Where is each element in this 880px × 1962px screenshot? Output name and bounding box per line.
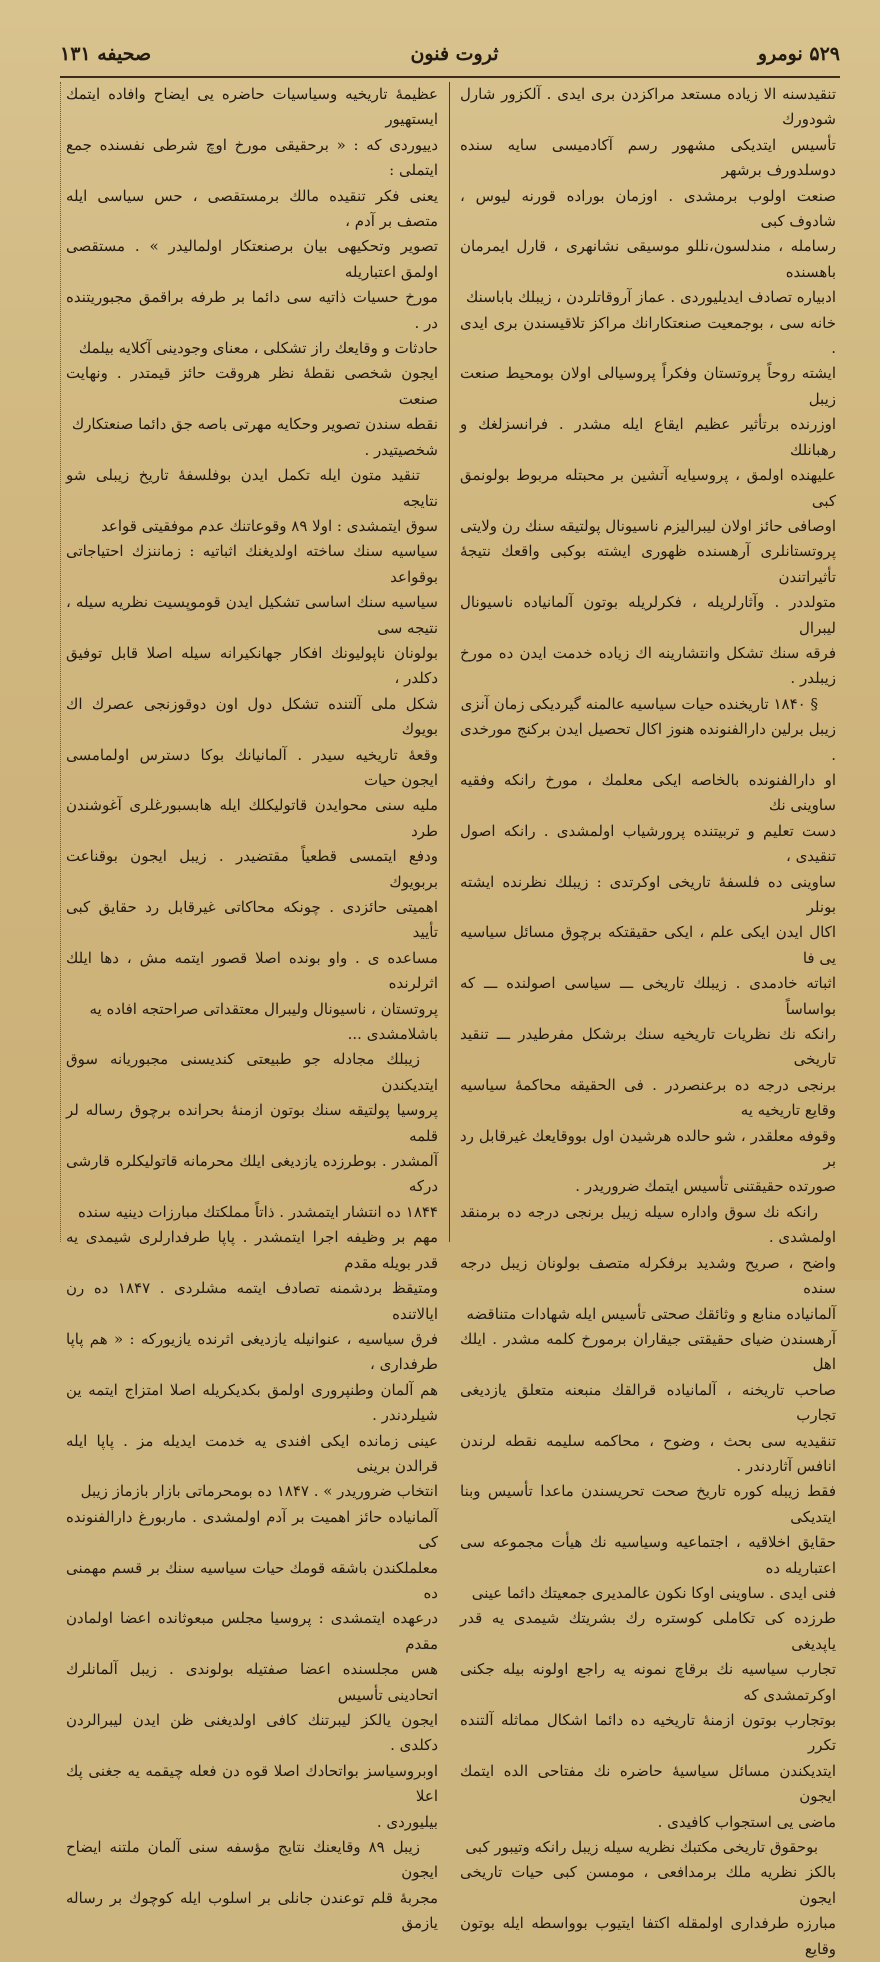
journal-title: ثروت فنون bbox=[410, 43, 499, 65]
text-line: برنجی درجه ده برعنصردر . فی الحقیقه محاکمهٔ سیاسیه وقایع تاریخیه یه bbox=[460, 1075, 836, 1120]
text-line: معلملکندن باشقه قومك حیات سیاسیه سنك بر قسم مهمنی ده bbox=[66, 1558, 438, 1602]
text-line: فرقه سنك تشکل وانتشارینه اك زیاده خدمت ایدن ده مورخ زیبلدر . bbox=[460, 643, 836, 688]
text-line: ملیه سنی محوایدن قاتولیکلك ایله هابسبورغلری آغوشندن طرد bbox=[66, 796, 438, 840]
text-line: صنعت اولوب برمشدی . اوزمان بوراده قورنه لیوس ، شادوف کبی bbox=[460, 186, 836, 231]
text-line: آرهسندن ضیای حقیقتی جیقاران برمورخ کلمه مشدر . ایلك اهل bbox=[460, 1329, 836, 1374]
text-line: سیاسیه سنك اساسی تشکیل ایدن قوموپسیت نظریه سیله ، نتیجه سی bbox=[66, 593, 438, 637]
left-column bbox=[66, 82, 438, 1933]
left-margin-rule bbox=[60, 82, 61, 1242]
text-line: § ۱۸۴۰ تاریخنده حیات سیاسیه عالمنه گیردیکی زمان آنزی bbox=[460, 694, 818, 713]
text-line: زیبل ۸۹ وقایعنك نتایج مؤسفه سنی آلمان ملتنه ایضاح ایجون bbox=[66, 1838, 438, 1882]
text-line: او دارالفنونده بالخاصه ایکی معلمك ، مورخ رانکه وفقیه ساوینی نك bbox=[460, 770, 836, 815]
text-line: هم آلمان وطنپروری اولمق بکدیکریله اصلا امتزاج ایتمه ین شیلردندر . bbox=[66, 1380, 438, 1425]
text-line: هس مجلسنده اعضا صفتیله بولوندی . زیبل آلمانلرك اتحادینی تأسیس bbox=[66, 1660, 438, 1704]
issue-number: ۵۲۹ نومرو bbox=[757, 43, 840, 65]
text-line: حقایق اخلاقیه ، اجتماعیه وسیاسیه نك هیأت مجموعه سی اعتباریله ده bbox=[460, 1533, 836, 1577]
text-line: شخصیتیدر . bbox=[364, 440, 438, 459]
text-line: متولددر . وآثارلریله ، فکرلریله بوتون آلمانیاده ناسیونال لیبرال bbox=[460, 593, 836, 637]
text-line: ومتیقظ بردشمنه تصادف ایتمه مشلردی . ۱۸۴۷ ده رن ایالاتنده bbox=[66, 1279, 438, 1323]
text-line: صورتده حقیقتنی تأسیس ایتمك ضروریدر . bbox=[575, 1177, 836, 1196]
text-line: طرزده کی تکاملی کوستره رك بشریتك شیمدی یه قدر یاپدیغی bbox=[460, 1609, 836, 1653]
header-rule bbox=[60, 76, 840, 78]
text-line: بیلیوردی . bbox=[376, 1812, 438, 1831]
text-line: تنقیدسنه الا زیاده مستعد مراکزدن بری ایدی . آلکزور شارل شودورك bbox=[460, 85, 836, 129]
text-line: وقوفه معلقدر ، شو حالده هرشیدن اول بووقایعك غیرقابل رد بر bbox=[460, 1126, 836, 1171]
page-header bbox=[60, 34, 840, 74]
text-line: ادبیاره تصادف ایدیلیوردی . عماز آروقاتلردن ، زیبلك باباسنك bbox=[466, 288, 836, 307]
text-line: بوحقوق تاریخی مکتبك نظریه سیله زیبل رانکه وتیبور کبی bbox=[465, 1838, 818, 1857]
text-line: فقط زیبله کوره تاریخ صحت تحریسندن ماعدا تأسیس وبنا ایتدیکی bbox=[460, 1482, 836, 1526]
text-line: ودفع ایتمسی قطعیاً مقتضیدر . زیبل ایجون بوقناعت بربویوك bbox=[66, 847, 438, 891]
text-line: رسامله ، مندلسون،نللو موسیقی نشانهری ، قارل ایمرمان باهسنده bbox=[460, 237, 836, 281]
text-line: واضح ، صریح وشدید برفکرله متصف بولونان زیبل درجه سنده bbox=[460, 1253, 836, 1298]
text-line: مهم بر وظیفه اجرا ایتمشدر . پاپا طرفدارلری شیمدی یه قدر بویله مقدم bbox=[66, 1228, 438, 1272]
text-line: تنقید متون ایله تکمل ایدن بوفلسفهٔ تاریخ زیبلی شو نتایجه bbox=[66, 466, 438, 510]
text-line: آلمانیاده حائز اهمیت بر آدم اولمشدی . ماربورغ دارالفنونده کی bbox=[66, 1507, 438, 1552]
text-line: اکال ایدن ایکی علم ، ایکی حقیقتکه برچوق مسائل سیاسیه یی فا bbox=[460, 923, 836, 967]
text-line: سوق ایتمشدی : اولا ۸۹ وقوعاتنك عدم موفقیتی قواعد bbox=[101, 516, 438, 535]
text-line: دییوردی که : « برحقیقی مورخ اوچ شرطی نفسنده جمع ایتملی : bbox=[66, 135, 438, 180]
text-line: ایشته روحاً پروتستان وفکراً پروسیالی اولان بومحیط صنعت زیبل bbox=[460, 364, 836, 408]
text-line: دست تعلیم و تربیتنده پرورشیاب اولمشدی . رانکه اصول تنقیدی ، bbox=[460, 821, 836, 866]
text-line: بوتجارب بوتون ازمنهٔ تاریخیه ده دائما اشکال مماثله آلتنده تکرر bbox=[460, 1711, 836, 1755]
text-line: انتخاب ضروریدر » . ۱۸۴۷ ده بومحرماتی بازار بازماز زیبل bbox=[80, 1482, 438, 1501]
text-line: ماضی یی استجواب کافیدی . bbox=[657, 1812, 836, 1831]
text-line: عظیمهٔ تاریخیه وسیاسیات حاضره یی ایضاح وافاده ایتمك ایستهیور bbox=[66, 85, 438, 129]
text-line: ایتدیکندن مسائل سیاسیهٔ حاضره نك مفتاحی الده ایتمك ایجون bbox=[460, 1761, 836, 1806]
text-line: تجارب سیاسیه نك برقاچ نمونه یه راجع اولونه بیله جکنی اوکرتمشدی که bbox=[460, 1660, 836, 1704]
text-line: اوصافی حائز اولان لیبرالیزم ناسیونال پولتیقه سنك رن ولایتی bbox=[460, 516, 836, 535]
text-line: تأسیس ایتدیکی مشهور رسم آکادمیسی سایه سنده دوسلدورف برشهر bbox=[460, 135, 836, 180]
text-line: درعهده ایتمشدی : پروسیا مجلس مبعوثانده اعضا اولمادن مقدم bbox=[66, 1609, 438, 1653]
text-line: خانه سی ، بوجمعیت صنعتکارانك مراکز تلاقیسندن بری ایدی . bbox=[460, 313, 836, 358]
text-line: تصویر وتحکیهی بیان برصنعتکار اولمالیدر » . مستقصی اولمق اعتباریله bbox=[66, 237, 438, 281]
column-divider bbox=[449, 82, 450, 1242]
text-line: فرق سیاسیه ، عنوانیله یازدیغی اثرنده یازیورکه : « هم پاپا طرفداری ، bbox=[66, 1329, 438, 1374]
text-line: باشلامشدی ... bbox=[347, 1025, 438, 1044]
text-line: فنی ایدی . ساوینی اوکا نکون عالمدیری جمعیتك دائما عینی bbox=[471, 1583, 836, 1602]
text-line: اثباته خادمدی . زیبلك تاریخی ـــ سیاسی اصولنده ـــ که بواساساً bbox=[460, 974, 836, 1018]
text-line: پروتستان ، ناسیونال ولیبرال معتقداتی صراحتجه افاده یه bbox=[89, 999, 438, 1018]
text-line: ۱۸۴۴ ده انتشار ایتمشدر . ذاتاً مملکتك مبارزات دینیه سنده bbox=[78, 1202, 438, 1221]
text-line: مبارزه طرفداری اولمقله اکتفا ایتیوب بوواسطه ایله بوتون وقایع bbox=[460, 1914, 836, 1958]
text-line: علیهنده اولمق ، پروسیایه آتشین بر محبتله مربوط بولونمق کبی bbox=[460, 466, 836, 510]
right-column bbox=[460, 82, 836, 1958]
text-line: زیبل برلین دارالفنونده هنوز اکال تحصیل ایدن برکنج مورخدی . bbox=[460, 720, 836, 764]
text-line: نقطه سندن تصویر وحکایه مهرتی باصه جق دائما صنعتکارك bbox=[71, 415, 438, 434]
text-line: سیاسیه سنك ساخته اولدیغنك اثباتیه : زماننزك احتیاجاتی بوقواعد bbox=[66, 542, 438, 586]
text-line: اوبروسیاسز بواتحادك اصلا قوه دن فعله چیقمه یه جغنی پك اعلا bbox=[66, 1761, 438, 1806]
text-line: پروتستانلری آرهسنده ظهوری ایشته بوکبی واقعك نتیجهٔ تأثیراتندن bbox=[460, 542, 836, 586]
text-line: ساوینی ده فلسفهٔ تاریخی اوکرتدی : زیبلك نظرنده ایشته بونلر bbox=[460, 872, 836, 916]
text-line: ایجون یالکز لیبرتنك کافی اولدیغنی ظن ایدن لیبرالردن دکلدی . bbox=[66, 1711, 438, 1755]
text-line: مساعده ی . واو بونده اصلا قصور ایتمه مش ، دها ایلك اثرلرنده bbox=[66, 948, 438, 993]
text-line: وقعهٔ تاریخیه سیدر . آلمانیانك بوکا دسترس اولمامسی ایجون حیات bbox=[66, 745, 438, 789]
text-line: اوزرنده برتأثیر عظیم ایقاع ایله مشدر . فرانسزلغك و رهبانلك bbox=[460, 415, 836, 459]
text-line: حادثات و وقایعك راز تشکلی ، معنای وجودینی آکلایه بیلمك bbox=[78, 339, 438, 358]
text-line: رانکه نك نظریات تاریخیه سنك برشکل مفرطیدر ـــ تنقید تاریخی bbox=[460, 1025, 836, 1069]
text-line: یعنی فکر تنقیده مالك برمستقصی ، حس سیاسی ایله متصف بر آدم ، bbox=[66, 186, 438, 231]
text-line: بولونان ناپولیونك افکار جهانکیرانه سیله اصلا قابل توفیق دکلدر ، bbox=[66, 643, 438, 688]
text-line: صاحب تاریخنه ، آلمانیاده قرالقك منبعنه متعلق یازدیغی تجارب bbox=[460, 1380, 836, 1425]
text-line: ایجون شخصی نقطهٔ نظر هروقت حائز قیمتدر . ونهایت صنعت bbox=[66, 364, 438, 408]
text-line: عینی زمانده ایکی افندی یه خدمت ایدیله مز . پاپا ایله قرالدن برینی bbox=[66, 1431, 438, 1475]
text-line: آلمانیاده منابع و وثائقك صحتی تأسیس ایله شهادات متناقضه bbox=[466, 1304, 836, 1323]
text-line: شکل ملی آلتنده تشکل دول اون دوقوزنجی عصرك اك بویوك bbox=[66, 694, 438, 739]
text-line: آلمشدر . بوطرزده یازدیغی ایلك محرمانه قاتولیکلره قارشی درکه bbox=[66, 1152, 438, 1196]
text-line: بالکز نظریه ملك برمدافعی ، مومسن کبی حیات تاریخی ایجون bbox=[460, 1863, 836, 1907]
text-line: زیبلك مجادله جو طبیعتی کندیسنی مجبوریانه سوق ایتدیکندن bbox=[66, 1050, 438, 1094]
text-line: تنقیدیه سی بحث ، وضوح ، محاکمه سلیمه نقطه لرندن انافس آثاردندر . bbox=[460, 1431, 836, 1475]
text-line: اهمیتی حائزدی . چونکه محاکاتی غیرقابل رد حقایق کبی تأیید bbox=[66, 898, 438, 942]
text-line: مورخ حسیات ذاتیه سی دائما بر طرفه براقمق مجبوریتنده در . bbox=[66, 288, 438, 332]
text-line: مجربهٔ قلم توعندن جانلی بر اسلوب ایله کوچوك بر رساله یازمق bbox=[66, 1888, 438, 1933]
page-number: صحیفه ۱۳۱ bbox=[60, 43, 152, 65]
text-line: رانکه نك سوق واداره سیله زیبل برنجی درجه ده برمنقد اولمشدی . bbox=[460, 1202, 836, 1247]
text-line: پروسیا پولتیقه سنك بوتون ازمنهٔ بحرانده برچوق رساله لر قلمه bbox=[66, 1101, 438, 1145]
